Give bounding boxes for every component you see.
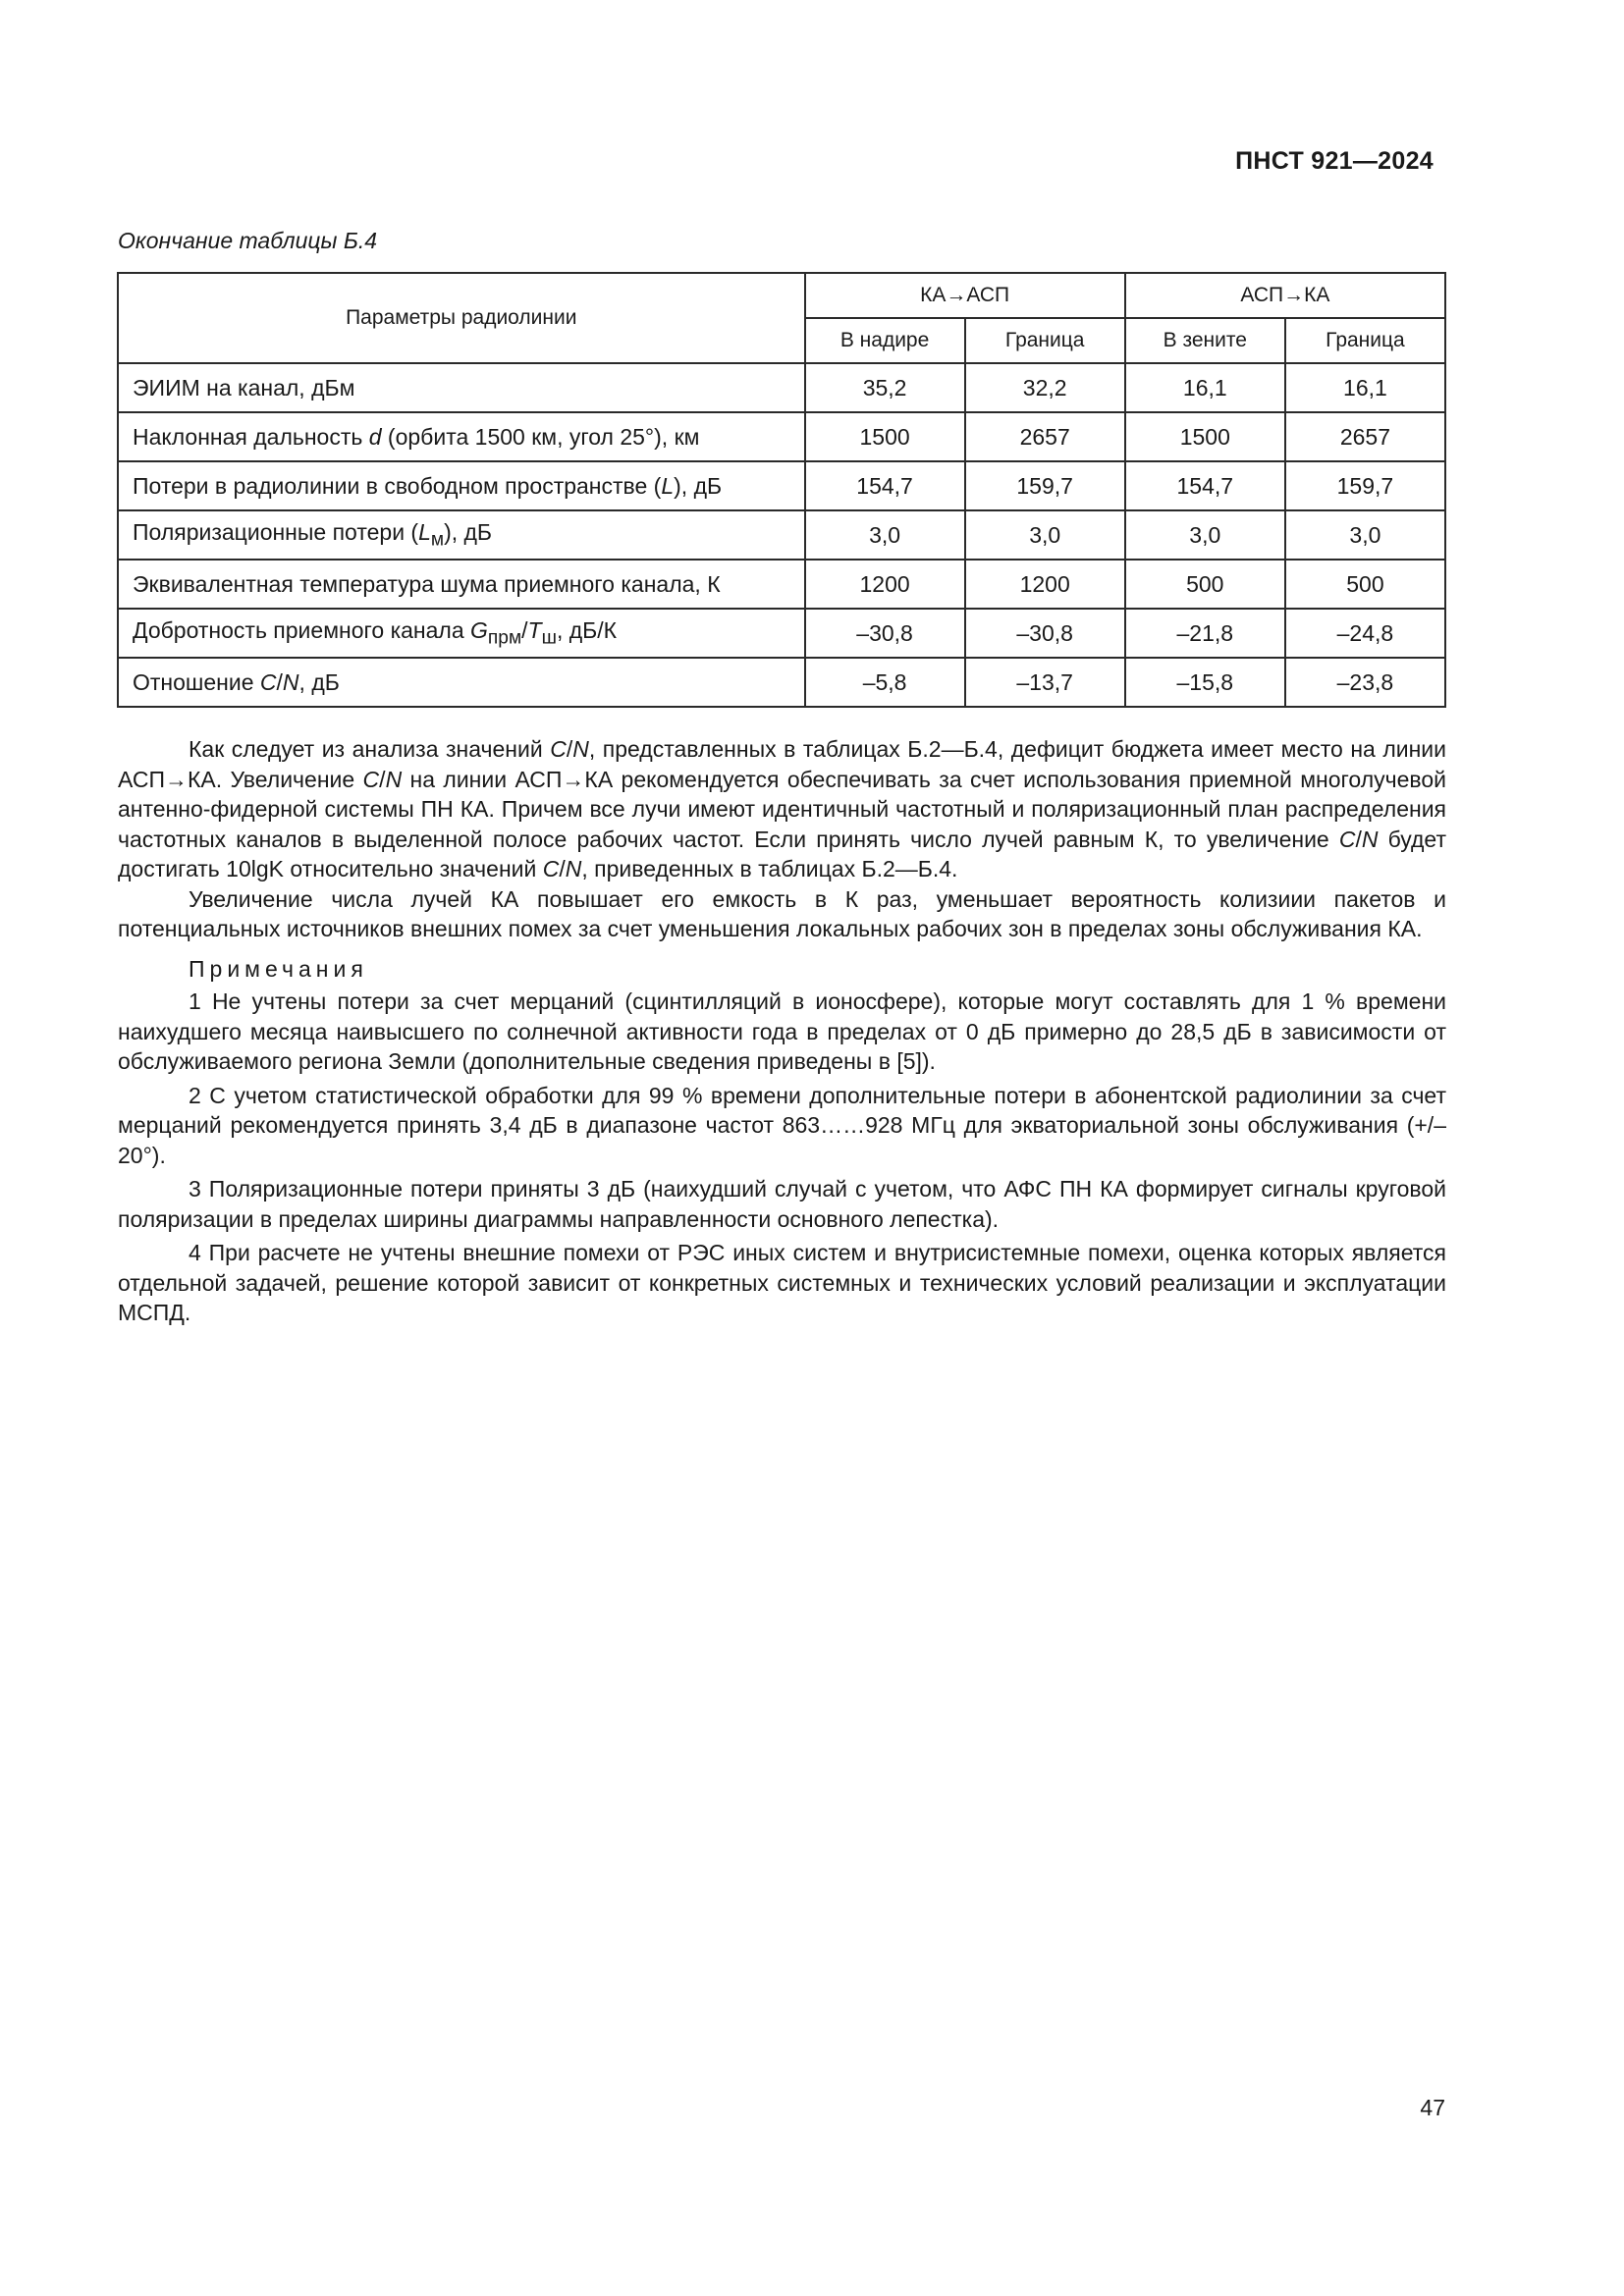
group-header-uplink: АСП→КА	[1125, 273, 1445, 318]
table-row	[118, 510, 1445, 560]
cell-value: –15,8	[1125, 658, 1285, 707]
cell-value: –21,8	[1125, 609, 1285, 658]
cell-value: 3,0	[1285, 510, 1445, 560]
cell-value: 159,7	[1285, 461, 1445, 510]
note-item-4: 4 При расчете не учтены внешние помехи от РЭС иных систем и внутрисистемные помехи, оценка которых является отдельной задачей, решение которой зависит от конкретных системных и технических условий реализации и эксплуатации МСПД.	[118, 1240, 1446, 1325]
parameters-table	[117, 272, 1446, 708]
subheader-boundary-down: Граница	[965, 318, 1125, 363]
row-label: ЭИИМ на канал, дБм	[118, 363, 805, 412]
table-row	[118, 461, 1445, 510]
body-text	[118, 734, 1446, 1328]
cell-value: –24,8	[1285, 609, 1445, 658]
notes-title: Примечания	[189, 955, 368, 982]
row-label: Эквивалентная температура шума приемного канала, К	[118, 560, 805, 609]
paragraph-beams: Увеличение числа лучей КА повышает его емкость в К раз, уменьшает вероятность колизиии пакетов и потенциальных источников внешних помех за счет уменьшения локальных рабочих зон в пределах зоны обслуживания КА.	[118, 885, 1446, 941]
cell-value: –13,7	[965, 658, 1125, 707]
cell-value: 2657	[1285, 412, 1445, 461]
cell-value: –5,8	[805, 658, 965, 707]
paragraph-analysis: Как следует из анализа значений C/N, представленных в таблицах Б.2—Б.4, дефицит бюджета имеет место на линии АСП→КА. Увеличение C/N на линии АСП→КА рекомендуется обеспечивать за счет использования приемной многолучевой антенно-фидерной системы ПН КА. Причем все лучи имеют идентичный частотный и поляризационный план распределения частотных каналов в выделенной полосе рабочих частот. Если принять число лучей равным К, то увеличение C/N будет достигать 10lgK относительно значений C/N, приведенных в таблицах Б.2—Б.4.	[118, 736, 1447, 881]
note-item-2: 2 С учетом статистической обработки для 99 % времени дополнительные потери в абонентской радиолинии за счет мерцаний рекомендуется принять 3,4 дБ в диапазоне частот 863……928 МГц для экваториальной зоны обслуживания (+/–20°).	[118, 1082, 1446, 1168]
row-label: Добротность приемного канала $G_{прм}/T_ш$, дБ/К	[118, 609, 805, 658]
cell-value: 159,7	[965, 461, 1125, 510]
cell-value: 32,2	[965, 363, 1125, 412]
row-label: Поляризационные потери $(L_м)$, дБ	[118, 510, 805, 560]
subheader-boundary-up: Граница	[1285, 318, 1445, 363]
cell-value: 500	[1285, 560, 1445, 609]
table-row	[118, 560, 1445, 609]
cell-value: 3,0	[965, 510, 1125, 560]
cell-value: –30,8	[805, 609, 965, 658]
row-label: Наклонная дальность d (орбита 1500 км, угол 25°), км	[118, 412, 805, 461]
note-item-3: 3 Поляризационные потери приняты 3 дБ (наихудший случай с учетом, что АФС ПН КА формирует сигналы круговой поляризации в пределах ширины диаграммы направленности основного лепестка).	[118, 1176, 1446, 1232]
cell-value: –30,8	[965, 609, 1125, 658]
table-row	[118, 658, 1445, 707]
row-label: Отношение C/N, дБ	[118, 658, 805, 707]
table-row	[118, 363, 1445, 412]
table-caption: Окончание таблицы Б.4	[118, 228, 378, 253]
page-number: 47	[1420, 2095, 1445, 2120]
document-code: ПНСТ 921—2024	[1235, 147, 1434, 175]
cell-value: 35,2	[805, 363, 965, 412]
cell-value: 1500	[805, 412, 965, 461]
cell-value: 3,0	[805, 510, 965, 560]
table-row	[118, 412, 1445, 461]
note-item-1: 1 Не учтены потери за счет мерцаний (сцинтилляций в ионосфере), которые могут составлять для 1 % времени наихудшего месяца наивысшего по солнечной активности года в пределах от 0 дБ примерно до 28,5 дБ в зависимости от обслуживаемого региона Земли (дополнительные сведения приведены в [5]).	[118, 988, 1446, 1074]
cell-value: 1200	[805, 560, 965, 609]
cell-value: 1200	[965, 560, 1125, 609]
param-header: Параметры радиолинии	[118, 273, 805, 363]
table-row	[118, 609, 1445, 658]
cell-value: 1500	[1125, 412, 1285, 461]
cell-value: 2657	[965, 412, 1125, 461]
group-header-downlink: КА→АСП	[805, 273, 1125, 318]
row-label: Потери в радиолинии в свободном пространстве (L), дБ	[118, 461, 805, 510]
cell-value: 154,7	[1125, 461, 1285, 510]
cell-value: 16,1	[1125, 363, 1285, 412]
cell-value: 16,1	[1285, 363, 1445, 412]
cell-value: 3,0	[1125, 510, 1285, 560]
cell-value: 154,7	[805, 461, 965, 510]
subheader-zenith: В зените	[1125, 318, 1285, 363]
cell-value: 500	[1125, 560, 1285, 609]
cell-value: –23,8	[1285, 658, 1445, 707]
subheader-nadir: В надире	[805, 318, 965, 363]
